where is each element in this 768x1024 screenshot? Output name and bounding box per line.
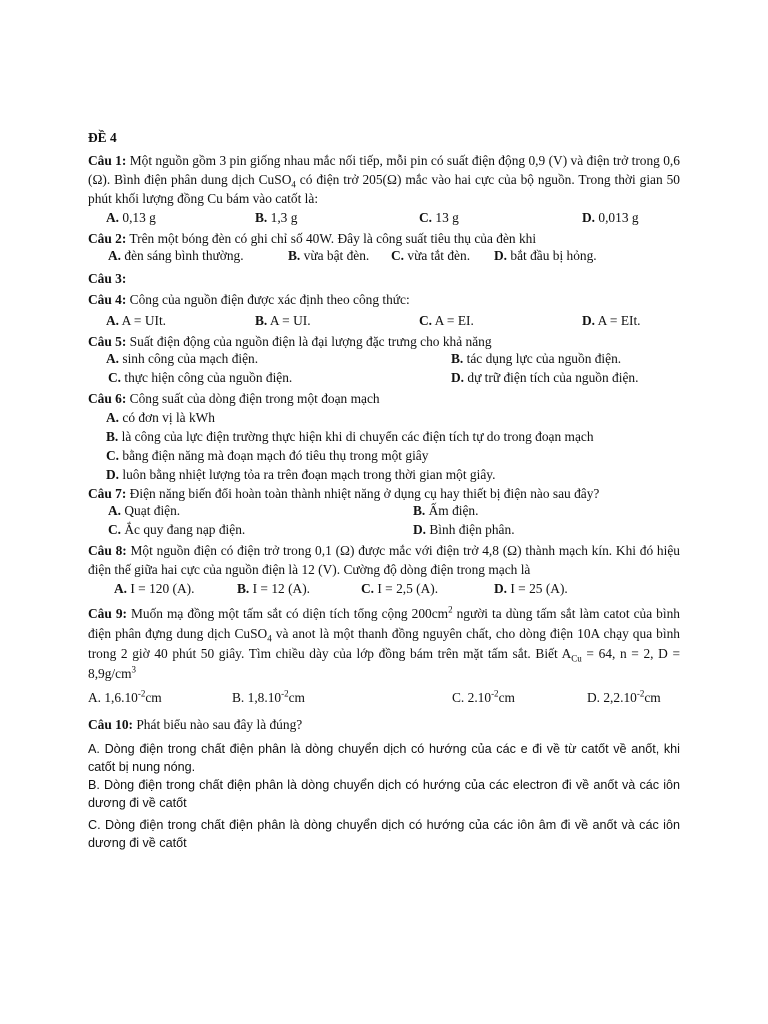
question-label: Câu 9: (88, 606, 127, 621)
option-a: A. $1,6.10^{-2}cm$ (88, 688, 162, 705)
q7-options-row1 (88, 503, 680, 522)
option-b: B. tác dụng lực của nguồn điện. (451, 351, 622, 366)
question-label: Câu 5: (88, 334, 127, 349)
question-10: Câu 10: Phát biểu nào sau đây là đúng? (88, 717, 303, 732)
q8-options (88, 581, 680, 600)
q2-options (88, 248, 680, 267)
option-b: B. I = 12 (A). (237, 581, 311, 596)
option-a: A. có đơn vị là kWh (106, 410, 215, 425)
option-c: C. thực hiện công của nguồn điện. (108, 370, 293, 385)
question-4: Câu 4: Công của nguồn điện được xác định theo công thức: (88, 292, 410, 307)
option-c: C. vừa tắt đèn. (391, 248, 471, 263)
option-c: C. A = EI. (419, 313, 474, 328)
question-label: Câu 4: (88, 292, 127, 307)
option-d: D. Bình điện phân. (413, 522, 515, 537)
q4-options (88, 313, 680, 332)
option-a: A. đèn sáng bình thường. (108, 248, 244, 263)
q9-options (88, 690, 680, 709)
option-a: A. 0,13 g (106, 210, 156, 225)
option-c: C. Dòng điện trong chất điện phân là dòng chuyển dịch có hướng của các iôn âm đi về anốt và các iôn dương đi về catốt (88, 818, 680, 850)
option-d: D. I = 25 (A). (494, 581, 568, 596)
option-a: A. Quạt điện. (108, 503, 181, 518)
option-b: B. 1,3 g (255, 210, 298, 225)
option-b: B. Dòng điện trong chất điện phân là dòng chuyển dịch có hướng của các electron đi về anốt và các iôn dương đi về catốt (88, 778, 680, 810)
option-d: D. 0,013 g (582, 210, 639, 225)
q1-options (88, 210, 680, 229)
option-b: B. Ấm điện. (413, 503, 479, 518)
option-c: C. Ắc quy đang nạp điện. (108, 522, 246, 537)
question-7: Câu 7: Điện năng biến đổi hoàn toàn thành nhiệt năng ở dụng cụ hay thiết bị điện nào sau đây? (88, 486, 600, 501)
option-c: C. $2.10^{-2}cm$ (452, 688, 515, 705)
option-d: D. dự trữ điện tích của nguồn điện. (451, 370, 639, 385)
option-c: C. bằng điện năng mà đoạn mạch đó tiêu thụ trong một giây (106, 448, 429, 463)
option-a: A. sinh công của mạch điện. (106, 351, 259, 366)
question-2: Câu 2: Trên một bóng đèn có ghi chỉ số 40W. Đây là công suất tiêu thụ của đèn khi (88, 231, 537, 246)
option-b: B. A = UI. (255, 313, 311, 328)
option-b: B. là công của lực điện trường thực hiện khi di chuyển các điện tích tự do trong đoạn mạch (106, 429, 594, 444)
question-label: Câu 1: (88, 153, 127, 168)
option-c: C. I = 2,5 (A). (361, 581, 439, 596)
exam-title: ĐỀ 4 (88, 130, 117, 145)
exam-page (88, 128, 680, 852)
q5-options-row2 (88, 370, 680, 389)
question-5: Câu 5: Suất điện động của nguồn điện là đại lượng đặc trưng cho khả năng (88, 334, 492, 349)
option-a: A. A = UIt. (106, 313, 167, 328)
question-8: Câu 8: Một nguồn điện có điện trở trong 0,1 (Ω) được mắc với điện trở 4,8 (Ω) thành mạch kín. Khi đó hiệu điện thế giữa hai cực của nguồn điện là 12 (V). Cường độ dòng điện trong mạch là (88, 543, 680, 577)
option-a: A. I = 120 (A). (114, 581, 195, 596)
q5-options-row1 (88, 351, 680, 370)
question-label: Câu 6: (88, 391, 127, 406)
option-c: C. 13 g (419, 210, 459, 225)
option-d: D. A = EIt. (582, 313, 641, 328)
option-b: B. $1,8.10^{-2}cm$ (232, 688, 305, 705)
question-label: Câu 2: (88, 231, 127, 246)
question-label: Câu 7: (88, 486, 127, 501)
question-3: Câu 3: (88, 271, 127, 286)
question-6: Câu 6: Công suất của dòng điện trong một đoạn mạch (88, 391, 380, 406)
option-d: D. luôn bằng nhiệt lượng tỏa ra trên đoạn mạch trong thời gian một giây. (106, 467, 496, 482)
q7-options-row2 (88, 522, 680, 541)
option-a: A. Dòng điện trong chất điện phân là dòng chuyển dịch có hướng của các e đi về từ catốt về anốt, khi catốt bị nung nóng. (88, 742, 680, 774)
question-9: Câu 9: Muốn mạ đồng một tấm sắt có diện tích tổng cộng $200cm^2$ người ta dùng tấm sắt làm catot của bình điện phân đựng dung dịch CuSO$_4$ và anot là một thanh đồng nguyên chất, cho dòng điện 10A chạy qua bình trong 2 giờ 40 phút 50 giây. Tìm chiều dày của lớp đồng bám trên mặt tấm sắt. Biết $A_{Cu} = 64$, n = 2, $D = 8,9g/cm^3$ (88, 604, 680, 681)
question-label: Câu 10: (88, 717, 134, 732)
question-label: Câu 8: (88, 543, 127, 558)
option-b: B. vừa bật đèn. (288, 248, 370, 263)
question-1: Câu 1: Một nguồn gồm 3 pin giống nhau mắc nối tiếp, mỗi pin có suất điện động 0,9 (V) và điện trở trong 0,6 (Ω). Bình điện phân dung dịch CuSO$_4$ có điện trở 205(Ω) mắc vào hai cực của bộ nguồn. Trong thời gian 50 phút khối lượng đồng Cu bám vào catốt là: (88, 153, 680, 206)
option-d: D. $2,2.10^{-2}cm$ (587, 688, 661, 705)
option-d: D. bắt đầu bị hỏng. (494, 248, 597, 263)
